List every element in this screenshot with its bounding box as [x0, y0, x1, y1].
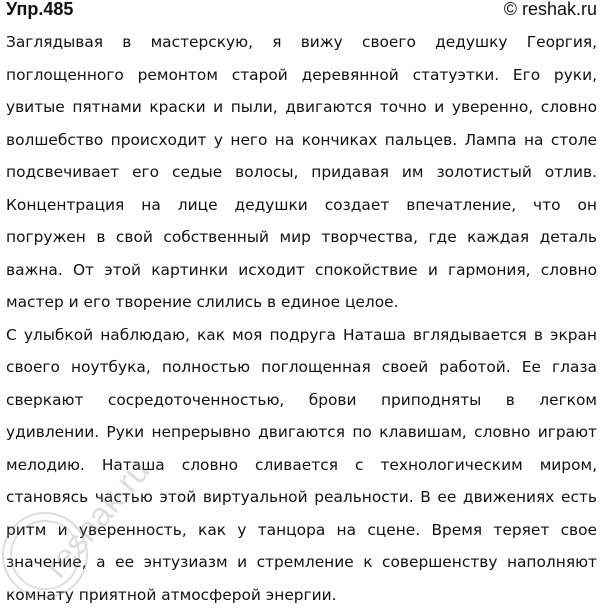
exercise-text	[6, 26, 597, 611]
paragraph-1: Заглядывая в мастерскую, я вижу своего дедушку Георгия, поглощенного ремонтом старой деревянной статуэтки. Его руки, увитые пятнами краски и пыли, двигаются точно и уверенно, словно волшебство происходит у него на кончиках пальцев. Лампа на столе подсвечивает его седые волосы, придавая им золотистый отлив. Концентрация на лице дедушки создает впечатление, что он погружен в свой собственный мир творчества, где каждая деталь важна. От этой картинки исходит спокойствие и гармония, словно мастер и его творение слились в единое целое.	[6, 26, 597, 319]
exercise-title: Упр.485	[6, 0, 73, 19]
paragraph-2: С улыбкой наблюдаю, как моя подруга Наташа вглядывается в экран своего ноутбука, полностью поглощенная своей работой. Ее глаза сверкают сосредоточенностью, брови приподняты в легком удивлении. Руки непрерывно двигаются по клавишам, словно играют мелодию. Наташа словно сливается с технологическим миром, становясь частью этой виртуальной реальности. В ее движениях есть ритм и уверенность, как у танцора на сцене. Время теряет свое значение, а ее энтузиазм и стремление к совершенству наполняют комнату приятной атмосферой энергии.	[6, 319, 597, 611]
watermark-text: reshak.ru	[37, 452, 157, 585]
source-credit: © reshak.ru	[504, 0, 597, 19]
page-header	[6, 0, 597, 26]
